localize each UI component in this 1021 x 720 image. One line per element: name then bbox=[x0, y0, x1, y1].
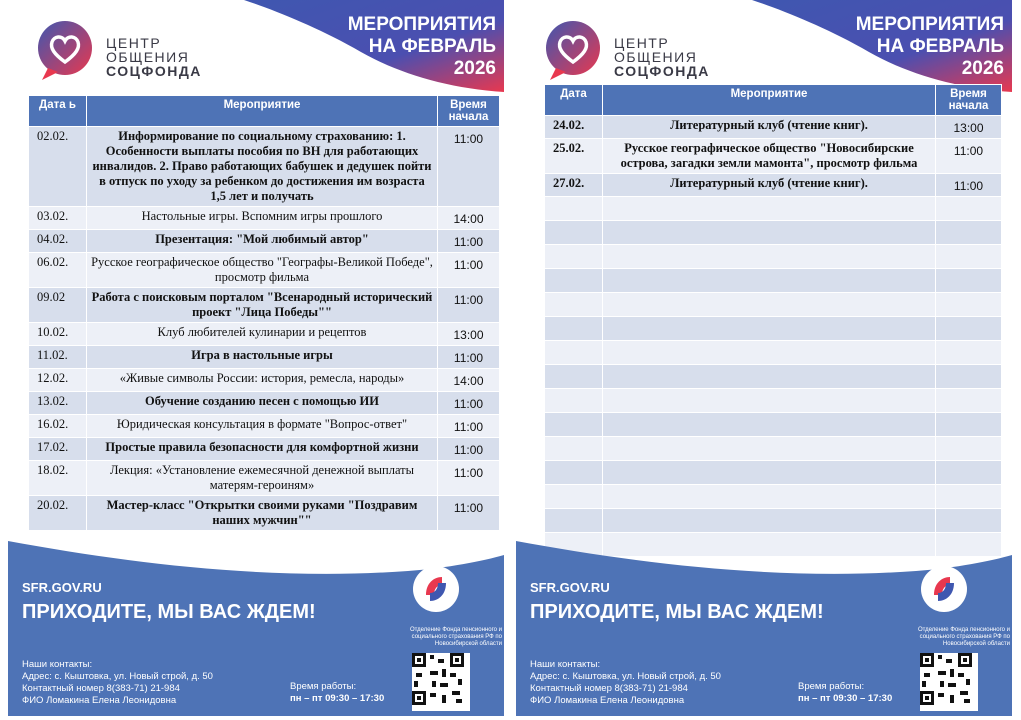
schedule-page-1 bbox=[8, 0, 504, 716]
event-name: Простые правила безопасности для комфортной жизни bbox=[87, 438, 438, 461]
table-row bbox=[29, 346, 500, 369]
event-name: Работа с поисковым порталом "Всенародный исторический проект "Лица Победы"" bbox=[87, 288, 438, 323]
events-table bbox=[544, 84, 1002, 557]
event-name: Мастер-класс "Открытки своими руками "Поздравим наших мужчин"" bbox=[87, 496, 438, 531]
column-header-time: Время начала bbox=[936, 85, 1002, 116]
event-time: 11:00 bbox=[936, 139, 1002, 174]
table-row bbox=[545, 116, 1002, 139]
qr-code-icon bbox=[412, 653, 464, 705]
working-hours: Время работы: пн – пт 09:30 – 17:30 bbox=[290, 681, 385, 704]
table-row bbox=[29, 288, 500, 323]
event-name: Лекция: «Установление ежемесячной денежной выплаты матерям-героиням» bbox=[87, 461, 438, 496]
empty-cell bbox=[603, 197, 936, 221]
table-row bbox=[29, 461, 500, 496]
empty-cell bbox=[936, 245, 1002, 269]
events-table bbox=[28, 95, 500, 531]
qr-code bbox=[412, 653, 470, 711]
empty-cell bbox=[936, 485, 1002, 509]
empty-table-row bbox=[545, 197, 1002, 221]
empty-cell bbox=[936, 413, 1002, 437]
empty-cell bbox=[545, 245, 603, 269]
table-row bbox=[29, 253, 500, 288]
event-date: 13.02. bbox=[29, 392, 87, 415]
empty-table-row bbox=[545, 341, 1002, 365]
event-time: 11:00 bbox=[438, 392, 500, 415]
contacts: Наши контакты: Адрес: с. Кыштовка, ул. Новый строй, д. 50 Контактный номер 8(383-71) 21-984 ФИО Ломакина Елена Леонидовна bbox=[530, 659, 721, 706]
table-row bbox=[29, 496, 500, 531]
heart-chat-icon bbox=[34, 18, 98, 82]
event-name: Русское географическое общество "Новосибирские острова, загадки земли мамонта", просмотр фильма bbox=[603, 139, 936, 174]
empty-table-row bbox=[545, 317, 1002, 341]
column-header-event: Мероприятие bbox=[603, 85, 936, 116]
event-time: 11:00 bbox=[438, 415, 500, 438]
event-name: «Живые символы России: история, ремесла, народы» bbox=[87, 369, 438, 392]
empty-table-row bbox=[545, 365, 1002, 389]
event-name: Настольные игры. Вспомним игры прошлого bbox=[87, 207, 438, 230]
event-date: 04.02. bbox=[29, 230, 87, 253]
event-date: 06.02. bbox=[29, 253, 87, 288]
empty-cell bbox=[545, 365, 603, 389]
table-row bbox=[29, 127, 500, 207]
event-time: 11:00 bbox=[936, 174, 1002, 197]
column-header-time: Время начала bbox=[438, 96, 500, 127]
empty-cell bbox=[545, 389, 603, 413]
event-name: Обучение созданию песен с помощью ИИ bbox=[87, 392, 438, 415]
slogan: ПРИХОДИТЕ, МЫ ВАС ЖДЕМ! bbox=[530, 601, 824, 623]
empty-cell bbox=[545, 485, 603, 509]
empty-cell bbox=[545, 197, 603, 221]
event-time: 11:00 bbox=[438, 496, 500, 531]
empty-cell bbox=[603, 485, 936, 509]
working-hours: Время работы: пн – пт 09:30 – 17:30 bbox=[798, 681, 893, 704]
event-date: 25.02. bbox=[545, 139, 603, 174]
event-time: 11:00 bbox=[438, 461, 500, 496]
footer bbox=[516, 541, 1012, 716]
event-date: 27.02. bbox=[545, 174, 603, 197]
table-row bbox=[545, 174, 1002, 197]
empty-cell bbox=[936, 389, 1002, 413]
event-name: Клуб любителей кулинарии и рецептов bbox=[87, 323, 438, 346]
event-time: 11:00 bbox=[438, 230, 500, 253]
slogan: ПРИХОДИТЕ, МЫ ВАС ЖДЕМ! bbox=[22, 601, 316, 623]
event-time: 11:00 bbox=[438, 288, 500, 323]
empty-cell bbox=[936, 341, 1002, 365]
heart-chat-icon bbox=[542, 18, 606, 82]
empty-cell bbox=[936, 197, 1002, 221]
empty-table-row bbox=[545, 509, 1002, 533]
footer bbox=[8, 541, 504, 716]
empty-rows bbox=[545, 197, 1002, 557]
table-row bbox=[29, 438, 500, 461]
table-row bbox=[29, 415, 500, 438]
event-name: Игра в настольные игры bbox=[87, 346, 438, 369]
event-name: Информирование по социальному страхованию: 1. Особенности выплаты пособия по ВН для работающих инвалидов. 2. Право работающих бабушек и дедушек пойти в отпуск по уходу за ребенком до достижения им возраста 1,5 лет и получать bbox=[87, 127, 438, 207]
empty-cell bbox=[603, 221, 936, 245]
event-name: Литературный клуб (чтение книг). bbox=[603, 174, 936, 197]
table-row bbox=[29, 369, 500, 392]
empty-cell bbox=[936, 221, 1002, 245]
center-logo: ЦЕНТР ОБЩЕНИЯ СОЦФОНДА bbox=[542, 18, 742, 88]
sfr-logo bbox=[412, 565, 460, 613]
qr-code-icon bbox=[920, 653, 972, 705]
event-date: 10.02. bbox=[29, 323, 87, 346]
empty-cell bbox=[603, 293, 936, 317]
event-time: 14:00 bbox=[438, 369, 500, 392]
event-name: Презентация: "Мой любимый автор" bbox=[87, 230, 438, 253]
empty-cell bbox=[545, 437, 603, 461]
sfr-logo bbox=[920, 565, 968, 613]
column-header-event: Мероприятие bbox=[87, 96, 438, 127]
table-row bbox=[29, 230, 500, 253]
fund-name: Отделение Фонда пенсионного и социального страхования РФ по Новосибирской области bbox=[409, 627, 502, 647]
empty-cell bbox=[545, 509, 603, 533]
event-time: 11:00 bbox=[438, 438, 500, 461]
site-url: SFR.GOV.RU bbox=[22, 580, 102, 595]
empty-cell bbox=[936, 365, 1002, 389]
empty-cell bbox=[603, 269, 936, 293]
site-url: SFR.GOV.RU bbox=[530, 580, 610, 595]
event-date: 02.02. bbox=[29, 127, 87, 207]
empty-cell bbox=[603, 437, 936, 461]
event-name: Литературный клуб (чтение книг). bbox=[603, 116, 936, 139]
schedule-page-2 bbox=[516, 0, 1012, 716]
center-logo: ЦЕНТР ОБЩЕНИЯ СОЦФОНДА bbox=[34, 18, 234, 88]
empty-table-row bbox=[545, 461, 1002, 485]
event-time: 11:00 bbox=[438, 346, 500, 369]
event-time: 14:00 bbox=[438, 207, 500, 230]
event-title: МЕРОПРИЯТИЯ НА ФЕВРАЛЬ 2026 bbox=[855, 14, 1004, 79]
empty-cell bbox=[936, 509, 1002, 533]
table-row bbox=[29, 207, 500, 230]
table-row bbox=[545, 139, 1002, 174]
event-time: 13:00 bbox=[438, 323, 500, 346]
empty-cell bbox=[603, 509, 936, 533]
qr-code bbox=[920, 653, 978, 711]
event-time: 11:00 bbox=[438, 127, 500, 207]
empty-table-row bbox=[545, 413, 1002, 437]
table-row bbox=[29, 392, 500, 415]
event-time: 13:00 bbox=[936, 116, 1002, 139]
empty-table-row bbox=[545, 437, 1002, 461]
empty-cell bbox=[603, 245, 936, 269]
empty-cell bbox=[936, 437, 1002, 461]
empty-cell bbox=[936, 317, 1002, 341]
contacts: Наши контакты: Адрес: с. Кыштовка, ул. Новый строй, д. 50 Контактный номер 8(383-71) 21-984 ФИО Ломакина Елена Леонидовна bbox=[22, 659, 213, 706]
empty-cell bbox=[545, 221, 603, 245]
empty-cell bbox=[603, 317, 936, 341]
event-name: Юридическая консультация в формате "Вопрос-ответ" bbox=[87, 415, 438, 438]
empty-cell bbox=[545, 317, 603, 341]
event-date: 18.02. bbox=[29, 461, 87, 496]
column-header-date: Дата ь bbox=[29, 96, 87, 127]
event-date: 12.02. bbox=[29, 369, 87, 392]
empty-cell bbox=[603, 341, 936, 365]
empty-table-row bbox=[545, 293, 1002, 317]
event-date: 16.02. bbox=[29, 415, 87, 438]
empty-table-row bbox=[545, 389, 1002, 413]
event-date: 24.02. bbox=[545, 116, 603, 139]
empty-cell bbox=[603, 413, 936, 437]
empty-cell bbox=[936, 293, 1002, 317]
empty-cell bbox=[603, 389, 936, 413]
event-date: 11.02. bbox=[29, 346, 87, 369]
event-name: Русское географическое общество "Географы-Великой Победе", просмотр фильма bbox=[87, 253, 438, 288]
event-title: МЕРОПРИЯТИЯ НА ФЕВРАЛЬ 2026 bbox=[347, 14, 496, 79]
sfr-emblem-icon bbox=[920, 565, 968, 613]
event-date: 20.02. bbox=[29, 496, 87, 531]
empty-table-row bbox=[545, 245, 1002, 269]
event-time: 11:00 bbox=[438, 253, 500, 288]
empty-cell bbox=[545, 293, 603, 317]
empty-cell bbox=[545, 269, 603, 293]
event-date: 17.02. bbox=[29, 438, 87, 461]
empty-cell bbox=[936, 269, 1002, 293]
empty-cell bbox=[545, 413, 603, 437]
event-date: 03.02. bbox=[29, 207, 87, 230]
empty-cell bbox=[603, 365, 936, 389]
empty-table-row bbox=[545, 221, 1002, 245]
event-date: 09.02 bbox=[29, 288, 87, 323]
empty-table-row bbox=[545, 269, 1002, 293]
empty-cell bbox=[603, 461, 936, 485]
empty-table-row bbox=[545, 485, 1002, 509]
empty-cell bbox=[545, 461, 603, 485]
sfr-emblem-icon bbox=[412, 565, 460, 613]
empty-cell bbox=[936, 461, 1002, 485]
empty-cell bbox=[545, 341, 603, 365]
column-header-date: Дата bbox=[545, 85, 603, 116]
fund-name: Отделение Фонда пенсионного и социального страхования РФ по Новосибирской области bbox=[917, 627, 1010, 647]
table-row bbox=[29, 323, 500, 346]
